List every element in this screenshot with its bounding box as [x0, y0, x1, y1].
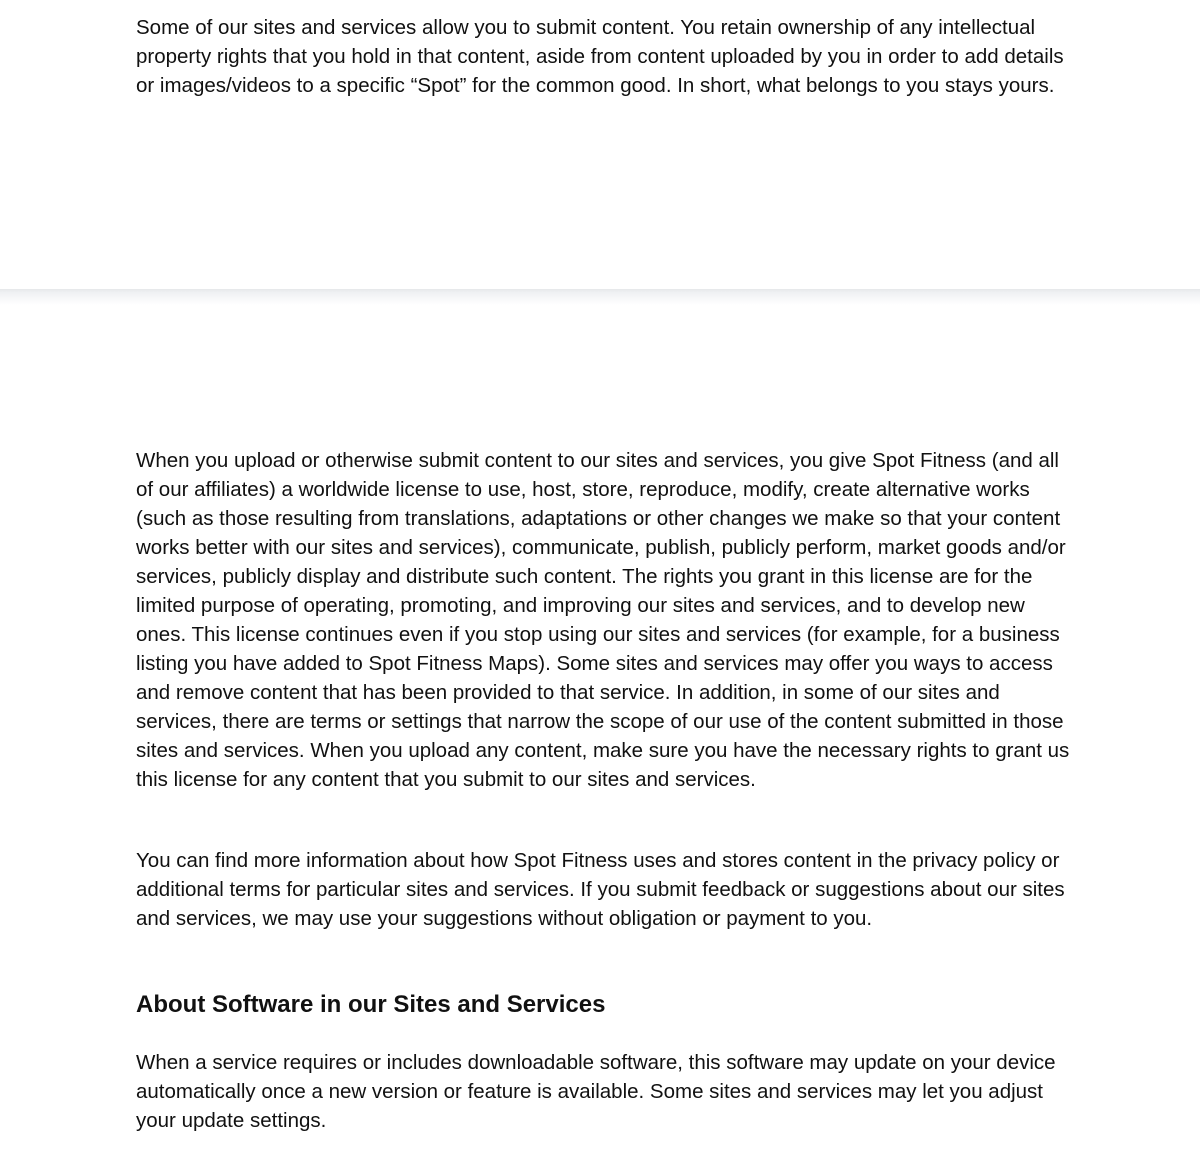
content-ownership-paragraph: Some of our sites and services allow you to submit content. You retain ownership of any intellectual property rights that you hold in that content, aside from content uploaded by you in order to add details or images/videos to a specific “Spot” for the common good. In short, what belongs to you stays yours.	[136, 16, 1064, 97]
section-divider	[0, 289, 1200, 305]
software-section-heading: About Software in our Sites and Services	[136, 991, 606, 1018]
content-license-paragraph: When you upload or otherwise submit content to our sites and services, you give Spot Fitness (and all of our affiliates) a worldwide license to use, host, store, reproduce, modify, create alternative works (such as those resulting from translations, adaptations or other changes we make so that your content works better with our sites and services), communicate, publish, publicly perform, market goods and/or services, publicly display and distribute such content. The rights you grant in this license are for the limited purpose of operating, promoting, and improving our sites and services, and to develop new ones. This license continues even if you stop using our sites and services (for example, for a business listing you have added to Spot Fitness Maps). Some sites and services may offer you ways to access and remove content that has been provided to that service. In addition, in some of our sites and services, there are terms or settings that narrow the scope of our use of the content submitted in those sites and services. When you upload any content, make sure you have the necessary rights to grant us this license for any content that you submit to our sites and services.	[136, 449, 1070, 791]
software-update-paragraph: When a service requires or includes downloadable software, this software may update on your device automatically once a new version or feature is available. Some sites and services may let you adjust your update settings.	[136, 1051, 1056, 1132]
privacy-info-paragraph: You can find more information about how Spot Fitness uses and stores content in the privacy policy or additional terms for particular sites and services. If you submit feedback or suggestions about our sites and services, we may use your suggestions without obligation or payment to you.	[136, 849, 1065, 930]
